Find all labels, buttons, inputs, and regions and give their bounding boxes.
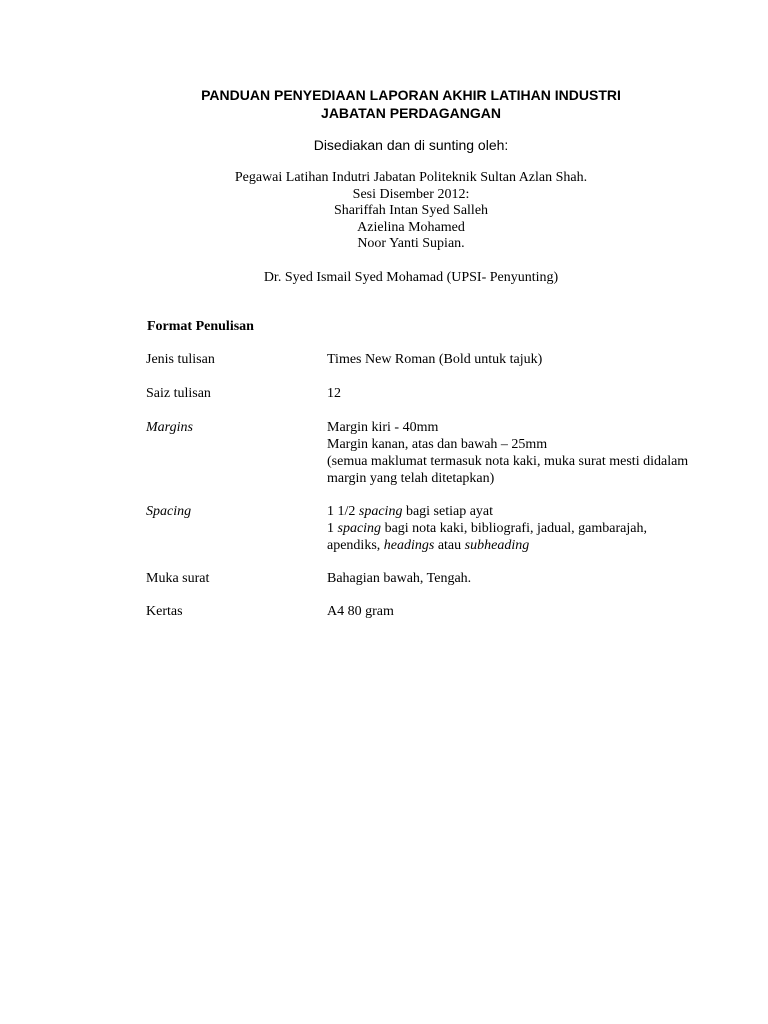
format-value-line (327, 537, 747, 554)
text-run-italic: headings (383, 538, 435, 553)
text-run: atau (434, 538, 465, 553)
text-run: bagi setiap ayat (402, 504, 494, 519)
credit-line: Sesi Disember 2012: (352, 186, 470, 202)
text-run-italic: spacing (358, 504, 403, 519)
credit-line: Pegawai Latihan Indutri Jabatan Politeknik Sultan Azlan Shah. (234, 170, 588, 185)
format-label: Saiz tulisan (146, 386, 211, 401)
credits-block (0, 170, 768, 253)
text-run: apendiks, (327, 538, 384, 553)
format-value-line: 12 (327, 386, 341, 401)
document-title-line1: PANDUAN PENYEDIAAN LAPORAN AKHIR LATIHAN INDUSTRI (201, 87, 621, 103)
text-run: bagi nota kaki, bibliografi, jadual, gambarajah, (381, 521, 647, 536)
format-value-line: Times New Roman (Bold untuk tajuk) (327, 352, 543, 367)
document-subtitle: Disediakan dan di sunting oleh: (313, 137, 509, 153)
format-value-line: Margin kanan, atas dan bawah – 25mm (327, 437, 548, 452)
text-run-italic: spacing (337, 521, 382, 536)
text-run-italic: subheading (464, 538, 530, 553)
format-label: Margins (146, 420, 193, 435)
text-run: 1 (327, 521, 338, 536)
document-title-line2: JABATAN PERDAGANGAN (321, 105, 501, 121)
format-value-line (327, 503, 747, 520)
section-heading: Format Penulisan (147, 319, 254, 334)
format-value-line: A4 80 gram (327, 604, 394, 619)
format-value (327, 570, 747, 587)
text-run: 1 1/2 (327, 504, 359, 519)
credit-line: Azielina Mohamed (357, 219, 465, 235)
format-value-line: (semua maklumat termasuk nota kaki, muka surat mesti didalam (327, 454, 689, 469)
editor-line: Dr. Syed Ismail Syed Mohamad (UPSI- Penyunting) (263, 270, 559, 285)
credit-line: Shariffah Intan Syed Salleh (333, 203, 489, 218)
format-label: Spacing (146, 504, 192, 519)
format-label: Jenis tulisan (146, 352, 215, 367)
format-label: Kertas (146, 604, 183, 619)
format-value-line (327, 520, 747, 537)
format-value (327, 503, 747, 554)
format-label: Muka surat (146, 571, 210, 586)
format-value-line: Margin kiri - 40mm (327, 420, 439, 435)
format-value (327, 385, 747, 402)
format-value-line: margin yang telah ditetapkan) (327, 471, 495, 486)
format-value-line: Bahagian bawah, Tengah. (327, 571, 472, 586)
credit-line: Noor Yanti Supian. (357, 236, 465, 251)
format-value (327, 603, 747, 620)
format-value (327, 419, 747, 487)
format-value (327, 351, 747, 368)
